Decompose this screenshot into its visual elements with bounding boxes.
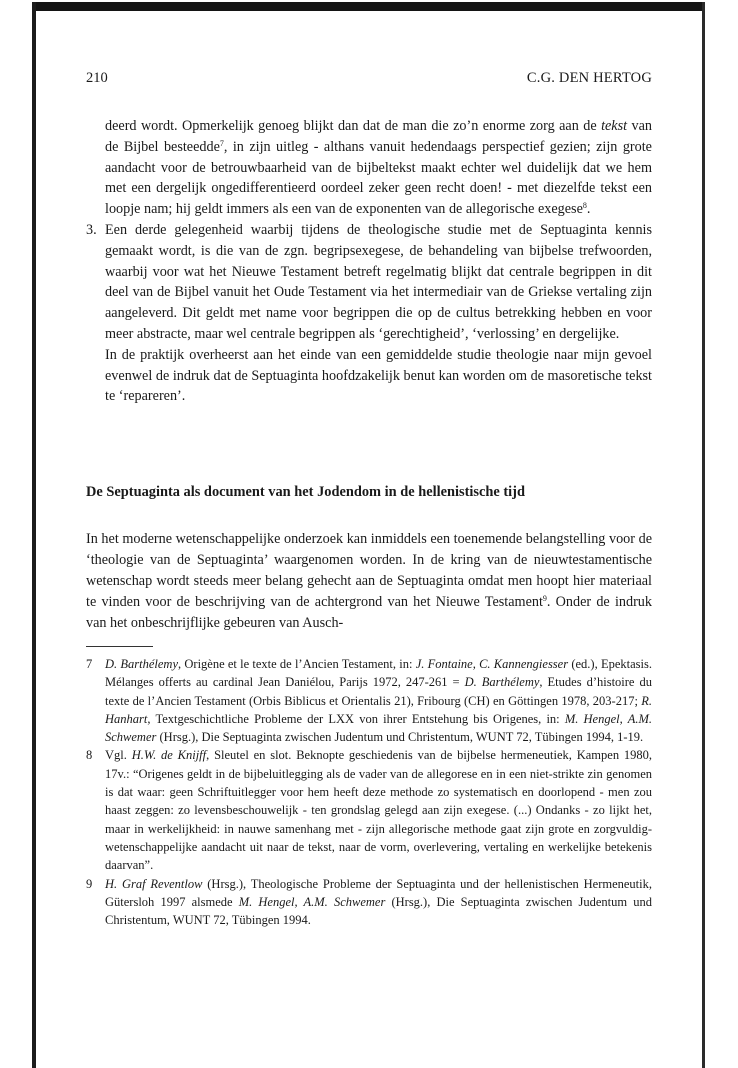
footnote-divider bbox=[86, 646, 153, 647]
paragraph bbox=[86, 345, 652, 407]
author: D. Barthélemy bbox=[464, 675, 540, 690]
text-run: , Etudes d’histoire du texte de l’Ancien Testament (Orbis Biblicus et Orientalis 21), Fribourg (CH) en Göttingen 1978, 203-217; bbox=[105, 675, 652, 708]
section-paragraph bbox=[86, 529, 652, 634]
author: D. Barthélemy bbox=[105, 657, 179, 671]
page-number: 210 bbox=[86, 70, 108, 86]
text-run: deerd wordt. Opmerkelijk genoeg blijkt dan dat de man die zo’n enorme zorg aan de bbox=[105, 118, 602, 134]
author: M. Hengel, A.M. Schwemer bbox=[238, 894, 386, 909]
page-header bbox=[86, 70, 652, 90]
footnote-9 bbox=[86, 875, 652, 930]
footnote-ref-7[interactable]: 7 bbox=[219, 138, 224, 148]
main-text bbox=[86, 116, 652, 407]
scan-border-top bbox=[32, 2, 704, 11]
author: H. Graf Reventlow bbox=[105, 876, 203, 891]
paragraph-text: In de praktijk overheerst aan het einde van een gemiddelde studie theologie naar mijn gevoel evenwel de indruk dat de Septuaginta hoofdzakelijk benut kan worden om de masoretische tekst te ‘repareren’. bbox=[105, 346, 652, 405]
text-run: . Onder de indruk van het onbeschrijflijke gebeuren van Ausch- bbox=[86, 593, 652, 631]
item-text: Een derde gelegenheid waarbij tijdens de theologische studie met de Septuaginta kennis gemaakt wordt, is die van de zgn. begripsexegese, de behandeling van bijbelse trefwoorden, waarbij voor wat het Nieuwe Testament betreft regelmatig blijkt dat centrale begrippen in dit deel van de Bijbel vanuit het Oude Testament via het intermediair van de Griekse vertaling zijn aangeleverd. Dit geldt met name voor begrippen die op de cultus betrekking hebben en voor meer abstracte, maar wel centrale begrippen als ‘gerechtigheid’, ‘verlossing’ en dergelijke. bbox=[105, 221, 652, 342]
item-number: 3. bbox=[86, 221, 97, 238]
text-run: (Hrsg.), Die Septuaginta zwischen Judentum und Christentum, WUNT 72, Tübingen 1994. bbox=[105, 894, 652, 928]
section-heading: De Septuaginta als document van het Jodendom in de hellenistische tijd bbox=[86, 484, 525, 500]
footnote-7 bbox=[86, 655, 652, 746]
text-run: , Sleutel en slot. Beknopte geschiedenis van de bijbelse hermeneutiek, Kampen 1980, 17v.: “Origenes geldt in de bijbeluitlegging als de vader van de allegorese en in een niet-strikte zin genomen is dat waar: geen Schriftuitlegger voor hem heeft deze methode zo systematisch en doorlopend - men zou haast zeggen: zo levensbeschouwelijk - ten grondslag gelegd aan zijn exegese. (...) Ondanks - zo lijkt het, maar in werkelijkheid: in nauwe samenhang met - zijn allegorische methode gaat zijn grote en zorgvuldig-wetenschappelijke aandacht uit naar de tekst, naar de vorm, overlevering, vertaling en werkelijke betekenis daarvan”. bbox=[105, 748, 652, 873]
footnote-number: 7 bbox=[86, 657, 93, 671]
text-run: van de Bijbel besteedde bbox=[105, 118, 652, 155]
numbered-item-3 bbox=[86, 220, 652, 345]
text-run: In het moderne wetenschappelijke onderzoek kan inmiddels een toenemende belangstelling voor de ‘theologie van de Septuaginta’ waargenomen worden. In de kring van de nieuwtestamentische wetenschap wordt steeds meer belang gehecht aan de Septuaginta omdat men hoopt hier materiaal te vinden voor de beschrijving van de achtergrond van het Nieuwe Testament bbox=[86, 531, 652, 610]
author: J. Fontaine, C. Kannengiesser bbox=[415, 657, 569, 671]
author: M. Hengel, A.M. Schwemer bbox=[105, 711, 652, 745]
author: H.W. de Knijff bbox=[131, 748, 207, 763]
text-run: , in zijn uitleg - althans vanuit hedendaags perspectief gezien; zijn grote aandacht voor de betrouwbaarheid van de bijbeltekst maakt echter wel duidelijk dat we hem met een dergelijk ongedifferentieerd oordeel zeker geen recht doen! - met diezelfde tekst een loopje nam; hij geldt immers als een van de exponenten van de allegorische exegese bbox=[105, 138, 652, 218]
running-head: C.G. DEN HERTOG bbox=[526, 70, 652, 86]
paragraph-continuation bbox=[86, 116, 652, 220]
footnote-number: 9 bbox=[86, 876, 93, 891]
italic-run: tekst bbox=[601, 118, 628, 134]
footnotes bbox=[86, 655, 652, 929]
scan-border-left bbox=[32, 2, 36, 1068]
scan-border-right bbox=[702, 2, 705, 1068]
footnote-number: 8 bbox=[86, 748, 93, 763]
text-run: (Hrsg.), Theologische Probleme der Septuaginta und der hellenistischen Hermeneutik, Gütersloh 1997 alsmede bbox=[105, 876, 652, 909]
text-run: . bbox=[586, 201, 591, 218]
footnote-8 bbox=[86, 746, 652, 874]
text-run: Vgl. bbox=[105, 748, 132, 763]
text-run: , Textgeschichtliche Probleme der LXX von ihrer Entstehung bis Origenes, in: bbox=[147, 711, 565, 726]
author: R. Hanhart bbox=[105, 693, 652, 726]
footnote-ref-8[interactable]: 8 bbox=[582, 201, 587, 211]
text-run: , Origène et le texte de l’Ancien Testament, in: bbox=[178, 657, 416, 671]
text-run: (Hrsg.), Die Septuaginta zwischen Judentum und Christentum, WUNT 72, Tübingen 1994, 1-19. bbox=[156, 730, 644, 745]
text-run: (ed.), Epektasis. Mélanges offerts au cardinal Jean Daniélou, Parijs 1972, 247-261 = bbox=[105, 657, 652, 690]
footnote-ref-9[interactable]: 9 bbox=[542, 593, 547, 603]
